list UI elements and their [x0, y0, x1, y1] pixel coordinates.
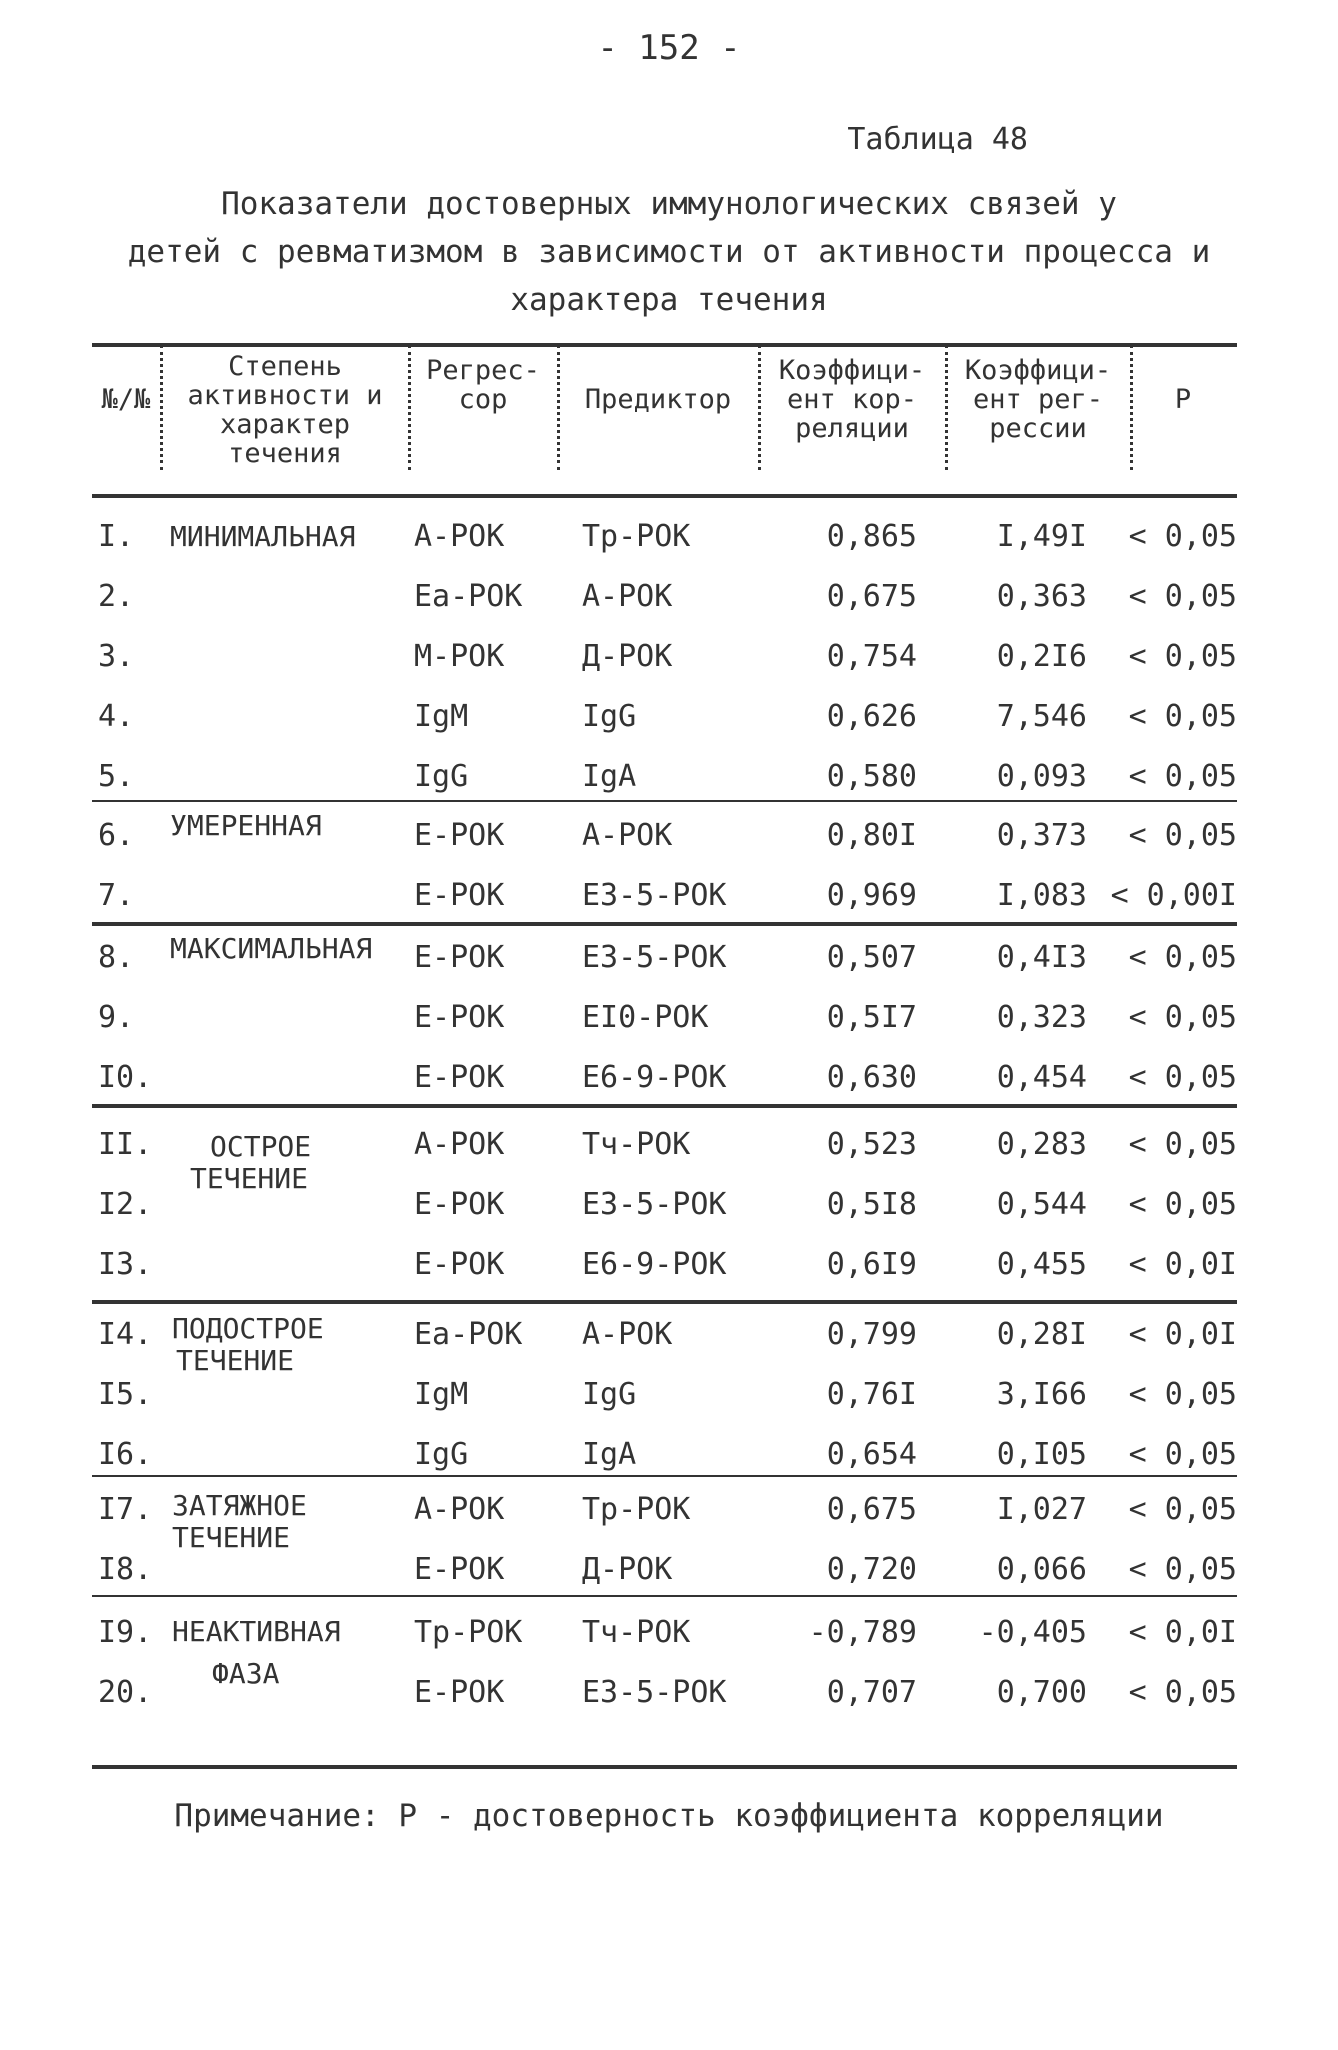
table-row — [92, 627, 1237, 687]
table-row — [92, 1175, 1237, 1235]
row-number: 3. — [98, 639, 135, 674]
reg-coef-cell: 0,373 — [996, 818, 1087, 853]
regressor-cell: IgG — [414, 1437, 469, 1472]
header-degree-line: течения — [228, 438, 342, 469]
p-value-cell: < 0,05 — [1128, 1552, 1237, 1587]
regressor-cell: A-РОК — [414, 1492, 505, 1527]
corr-coef-cell: 0,5I8 — [826, 1187, 917, 1222]
p-value-cell: < 0,05 — [1128, 818, 1237, 853]
header-regressor — [411, 356, 555, 414]
row-number: I9. — [98, 1615, 153, 1650]
table-label: Таблица 48 — [847, 122, 1028, 157]
predictor-cell: Tр-РОК — [582, 1492, 691, 1527]
header-degree — [164, 352, 406, 468]
header-corr — [761, 356, 943, 443]
predictor-cell: Tч-РОК — [582, 1615, 691, 1650]
regressor-cell: E-РОК — [414, 940, 505, 975]
regressor-cell: Tр-РОК — [414, 1615, 523, 1650]
predictor-cell: IgG — [582, 699, 637, 734]
corr-coef-cell: 0,76I — [826, 1377, 917, 1412]
table-row — [92, 1365, 1237, 1425]
row-number: 4. — [98, 699, 135, 734]
header-regressor-line: Регрес- — [426, 355, 540, 386]
predictor-cell: Д-РОК — [582, 1552, 673, 1587]
reg-coef-cell: 0,283 — [996, 1127, 1087, 1162]
reg-coef-cell: 3,I66 — [996, 1377, 1087, 1412]
group-divider — [92, 1300, 1237, 1304]
regressor-cell: Eа-РОК — [414, 1317, 523, 1352]
regressor-cell: E-РОК — [414, 818, 505, 853]
title-line: детей с ревматизмом в зависимости от активности процесса и — [127, 234, 1211, 270]
header-degree-line: характер — [219, 409, 351, 440]
row-number: I2. — [98, 1187, 153, 1222]
corr-coef-cell: 0,675 — [826, 579, 917, 614]
regressor-cell: E-РОК — [414, 1552, 505, 1587]
regressor-cell: E-РОК — [414, 1000, 505, 1035]
group-label-line: ТЕЧЕНИЕ — [172, 1521, 291, 1554]
row-number: I6. — [98, 1437, 153, 1472]
row-number: 5. — [98, 759, 135, 794]
reg-coef-cell: I,083 — [996, 878, 1087, 913]
corr-coef-cell: -0,789 — [808, 1615, 917, 1650]
header-predictor: Предиктор — [584, 384, 732, 415]
header-corr-line: Коэффици- — [778, 355, 926, 386]
predictor-cell: Tр-РОК — [582, 519, 691, 554]
regressor-cell: Eа-РОК — [414, 579, 523, 614]
header-top-rule — [92, 343, 1237, 347]
regressor-cell: E-РОК — [414, 1247, 505, 1282]
regressor-cell: M-РОК — [414, 639, 505, 674]
regressor-cell: IgM — [414, 699, 469, 734]
p-value-cell: < 0,05 — [1128, 639, 1237, 674]
group-label-line: ПОДОСТРОЕ — [172, 1312, 324, 1345]
table-row — [92, 928, 1237, 988]
header-degree-line: активности и — [187, 380, 383, 411]
header-p: Р — [1174, 384, 1192, 415]
table-row — [92, 1425, 1237, 1485]
table-row — [92, 1540, 1237, 1600]
reg-coef-cell: -0,405 — [978, 1615, 1087, 1650]
row-number: I4. — [98, 1317, 153, 1352]
corr-coef-cell: 0,580 — [826, 759, 917, 794]
p-value-cell: < 0,05 — [1128, 1060, 1237, 1095]
reg-coef-cell: I,49I — [996, 519, 1087, 554]
group-label-line: УМЕРЕННАЯ — [170, 809, 322, 842]
row-number: I. — [98, 519, 135, 554]
regressor-cell: A-РОК — [414, 1127, 505, 1162]
predictor-cell: IgG — [582, 1377, 637, 1412]
reg-coef-cell: 0,I05 — [996, 1437, 1087, 1472]
p-value-cell: < 0,05 — [1128, 1675, 1237, 1710]
reg-coef-cell: 0,363 — [996, 579, 1087, 614]
title-line: характера течения — [510, 282, 828, 318]
regressor-cell: A-РОК — [414, 519, 505, 554]
predictor-cell: E6-9-РОК — [582, 1247, 727, 1282]
reg-coef-cell: 0,066 — [996, 1552, 1087, 1587]
row-number: I3. — [98, 1247, 153, 1282]
corr-coef-cell: 0,969 — [826, 878, 917, 913]
regressor-cell: E-РОК — [414, 1060, 505, 1095]
row-number: 20. — [98, 1675, 153, 1710]
group-label-line: ТЕЧЕНИЕ — [176, 1344, 295, 1377]
table-title — [60, 180, 1278, 324]
table-row — [92, 1115, 1237, 1175]
reg-coef-cell: 7,546 — [996, 699, 1087, 734]
p-value-cell: < 0,05 — [1128, 940, 1237, 975]
header-corr-line: реляции — [795, 413, 909, 444]
row-number: II. — [98, 1127, 153, 1162]
group-label-line: ОСТРОЕ — [210, 1130, 312, 1163]
corr-coef-cell: 0,865 — [826, 519, 917, 554]
predictor-cell: EI0-РОК — [582, 1000, 709, 1035]
table-row — [92, 1235, 1237, 1295]
p-value-cell: < 0,05 — [1128, 1000, 1237, 1035]
row-number: 7. — [98, 878, 135, 913]
reg-coef-cell: 0,323 — [996, 1000, 1087, 1035]
table-row — [92, 1048, 1237, 1108]
regressor-cell: E-РОК — [414, 1675, 505, 1710]
p-value-cell: < 0,05 — [1128, 759, 1237, 794]
corr-coef-cell: 0,5I7 — [826, 1000, 917, 1035]
group-label-line: НЕАКТИВНАЯ — [172, 1615, 341, 1648]
header-num: №/№ — [101, 384, 151, 415]
table-row — [92, 1305, 1237, 1365]
row-number: I7. — [98, 1492, 153, 1527]
predictor-cell: Tч-РОК — [582, 1127, 691, 1162]
regressor-cell: E-РОК — [414, 1187, 505, 1222]
predictor-cell: A-РОК — [582, 818, 673, 853]
p-value-cell: < 0,00I — [1110, 878, 1237, 913]
header-regcoef — [948, 356, 1128, 443]
p-value-cell: < 0,05 — [1128, 1437, 1237, 1472]
reg-coef-cell: 0,28I — [996, 1317, 1087, 1352]
reg-coef-cell: 0,454 — [996, 1060, 1087, 1095]
footnote: Примечание: Р - достоверность коэффициента корреляции — [174, 1798, 1164, 1834]
table-row — [92, 567, 1237, 627]
table-row — [92, 1663, 1237, 1723]
header-regcoef-line: ент рег- — [972, 384, 1104, 415]
predictor-cell: E6-9-РОК — [582, 1060, 727, 1095]
p-value-cell: < 0,05 — [1128, 1492, 1237, 1527]
group-label-line: МИНИМАЛЬНАЯ — [170, 520, 356, 553]
header-degree-line: Степень — [228, 351, 342, 382]
corr-coef-cell: 0,720 — [826, 1552, 917, 1587]
row-number: I0. — [98, 1060, 153, 1095]
predictor-cell: E3-5-РОК — [582, 940, 727, 975]
table-row — [92, 747, 1237, 807]
group-label-line: ТЕЧЕНИЕ — [190, 1162, 309, 1195]
predictor-cell: E3-5-РОК — [582, 878, 727, 913]
reg-coef-cell: 0,544 — [996, 1187, 1087, 1222]
regressor-cell: IgG — [414, 759, 469, 794]
p-value-cell: < 0,05 — [1128, 579, 1237, 614]
header-column-separator — [160, 345, 163, 470]
p-value-cell: < 0,0I — [1128, 1247, 1237, 1282]
corr-coef-cell: 0,626 — [826, 699, 917, 734]
reg-coef-cell: I,027 — [996, 1492, 1087, 1527]
predictor-cell: E3-5-РОК — [582, 1187, 727, 1222]
group-label-line: ФАЗА — [212, 1657, 280, 1690]
p-value-cell: < 0,05 — [1128, 1127, 1237, 1162]
row-number: 2. — [98, 579, 135, 614]
p-value-cell: < 0,05 — [1128, 1187, 1237, 1222]
table-row — [92, 687, 1237, 747]
table-row — [92, 988, 1237, 1048]
row-number: 8. — [98, 940, 135, 975]
header-bottom-rule — [92, 494, 1237, 498]
corr-coef-cell: 0,507 — [826, 940, 917, 975]
group-label-line: МАКСИМАЛЬНАЯ — [170, 932, 373, 965]
predictor-cell: E3-5-РОК — [582, 1675, 727, 1710]
table-row — [92, 806, 1237, 866]
corr-coef-cell: 0,6I9 — [826, 1247, 917, 1282]
corr-coef-cell: 0,799 — [826, 1317, 917, 1352]
predictor-cell: A-РОК — [582, 579, 673, 614]
reg-coef-cell: 0,4I3 — [996, 940, 1087, 975]
corr-coef-cell: 0,754 — [826, 639, 917, 674]
header-regcoef-line: Коэффици- — [964, 355, 1112, 386]
table-bottom-rule — [92, 1765, 1237, 1769]
title-line: Показатели достоверных иммунологических связей у — [221, 186, 1117, 222]
reg-coef-cell: 0,2I6 — [996, 639, 1087, 674]
header-regressor-line: сор — [458, 384, 508, 415]
page-number: - 152 - — [597, 28, 741, 68]
predictor-cell: A-РОК — [582, 1317, 673, 1352]
p-value-cell: < 0,0I — [1128, 1615, 1237, 1650]
row-number: I5. — [98, 1377, 153, 1412]
predictor-cell: IgA — [582, 1437, 637, 1472]
table-row — [92, 866, 1237, 926]
corr-coef-cell: 0,630 — [826, 1060, 917, 1095]
header-corr-line: ент кор- — [786, 384, 918, 415]
predictor-cell: Д-РОК — [582, 639, 673, 674]
corr-coef-cell: 0,707 — [826, 1675, 917, 1710]
corr-coef-cell: 0,523 — [826, 1127, 917, 1162]
p-value-cell: < 0,05 — [1128, 1377, 1237, 1412]
corr-coef-cell: 0,80I — [826, 818, 917, 853]
corr-coef-cell: 0,654 — [826, 1437, 917, 1472]
reg-coef-cell: 0,700 — [996, 1675, 1087, 1710]
corr-coef-cell: 0,675 — [826, 1492, 917, 1527]
reg-coef-cell: 0,455 — [996, 1247, 1087, 1282]
regressor-cell: E-РОК — [414, 878, 505, 913]
row-number: 6. — [98, 818, 135, 853]
reg-coef-cell: 0,093 — [996, 759, 1087, 794]
regressor-cell: IgM — [414, 1377, 469, 1412]
table-row — [92, 1603, 1237, 1663]
p-value-cell: < 0,05 — [1128, 699, 1237, 734]
table-row — [92, 507, 1237, 567]
p-value-cell: < 0,0I — [1128, 1317, 1237, 1352]
row-number: 9. — [98, 1000, 135, 1035]
group-label-line: ЗАТЯЖНОЕ — [172, 1489, 307, 1522]
row-number: I8. — [98, 1552, 153, 1587]
header-regcoef-line: рессии — [989, 413, 1087, 444]
table-row — [92, 1480, 1237, 1540]
p-value-cell: < 0,05 — [1128, 519, 1237, 554]
predictor-cell: IgA — [582, 759, 637, 794]
